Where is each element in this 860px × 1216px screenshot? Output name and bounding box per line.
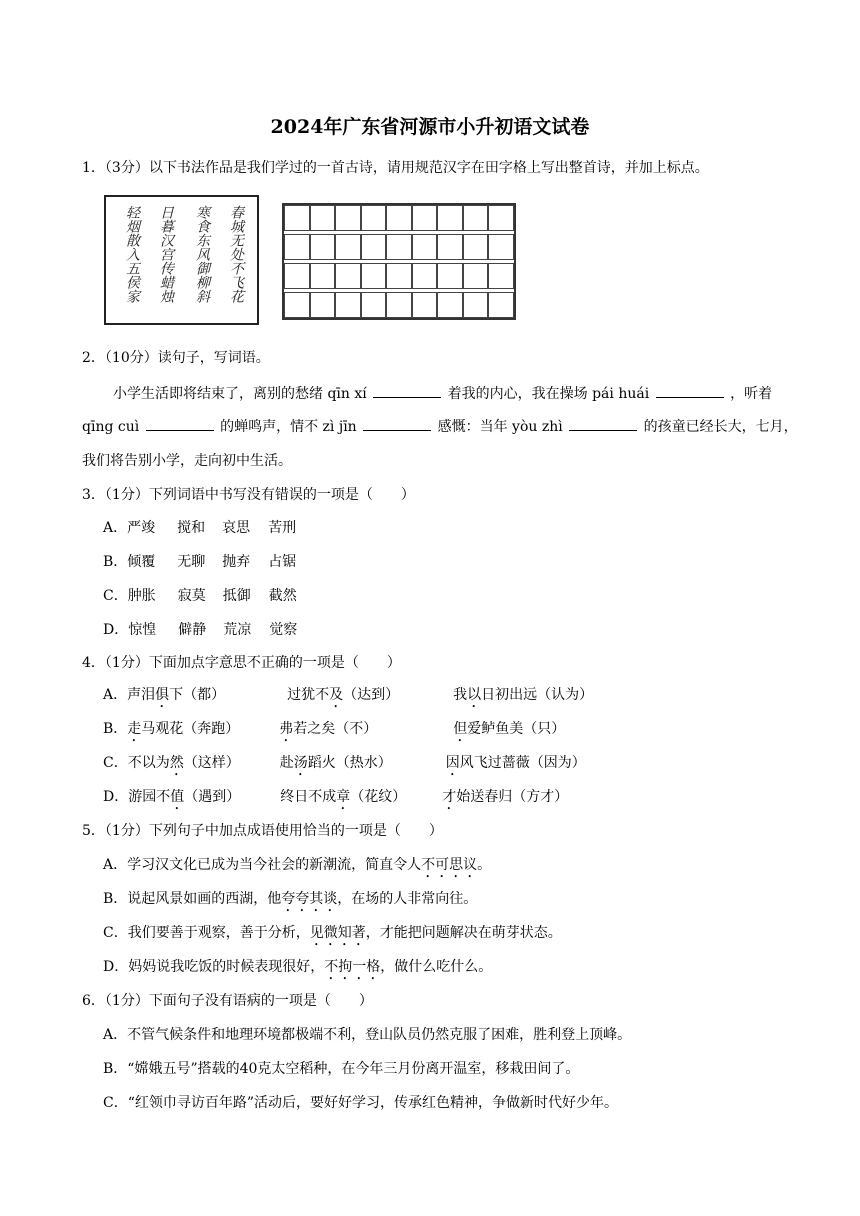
- grid-cell[interactable]: [335, 292, 361, 318]
- grid-cell[interactable]: [335, 234, 361, 260]
- grid-cell[interactable]: [412, 263, 438, 289]
- option-label: A．: [103, 520, 128, 536]
- option-text: 妈妈说我吃饭的时候表现很好，: [128, 959, 325, 975]
- grid-cell[interactable]: [335, 205, 361, 231]
- q4-option-a[interactable]: [103, 684, 593, 711]
- q2-text: 着我的内心，我在操场 pái huái: [447, 386, 650, 402]
- option-text: 我: [453, 687, 468, 703]
- option-word: 哀思: [222, 520, 251, 536]
- q3-option-b[interactable]: [103, 551, 296, 571]
- q3-option-a[interactable]: [103, 517, 296, 537]
- q2-text: 的蝉鸣声，情不 zì jīn: [220, 419, 357, 435]
- option-text: 不管气候条件和地理环境都极端不利，登山队员仍然克服了困难，胜利登上顶峰。: [127, 1027, 632, 1043]
- option-text: 不以为: [127, 755, 170, 771]
- grid-cell[interactable]: [284, 292, 310, 318]
- calligraphy-column: 寒食东风御柳斜: [194, 205, 210, 303]
- grid-cell[interactable]: [310, 234, 336, 260]
- grid-cell[interactable]: [463, 263, 489, 289]
- q6-option-a[interactable]: [103, 1024, 631, 1044]
- q6-option-b[interactable]: [103, 1058, 579, 1078]
- option-word: 倾覆: [127, 554, 156, 570]
- answer-blank[interactable]: [373, 385, 441, 398]
- grid-cell[interactable]: [310, 292, 336, 318]
- grid-cell[interactable]: [284, 234, 310, 260]
- option-text: ，做什么吃什么。: [380, 959, 493, 975]
- grid-cell[interactable]: [463, 205, 489, 231]
- grid-row: [284, 234, 514, 260]
- option-text: 赴: [279, 755, 294, 771]
- q4-option-c[interactable]: [103, 752, 586, 779]
- dotted-char: 然: [169, 755, 184, 771]
- question-4-stem: 4．（1分）下面加点字意思不正确的一项是（ ）: [82, 655, 401, 671]
- option-label: C．: [103, 1095, 128, 1111]
- calligraphy-column: 轻烟散入五侯家: [124, 205, 140, 303]
- dotted-char: 但: [453, 721, 468, 737]
- grid-cell[interactable]: [310, 205, 336, 231]
- q2-text: ，听着: [730, 386, 773, 402]
- dotted-idiom: 夸夸其谈: [281, 891, 338, 907]
- grid-cell[interactable]: [463, 234, 489, 260]
- dotted-idiom: 不拘一格: [324, 959, 381, 975]
- dotted-char: 及: [329, 687, 344, 703]
- q2-text: 小学生活即将结束了，离别的愁绪 qīn xí: [113, 386, 367, 402]
- q3-option-c[interactable]: [103, 585, 297, 605]
- grid-cell[interactable]: [361, 234, 387, 260]
- grid-cell[interactable]: [386, 263, 412, 289]
- grid-row: [284, 292, 514, 318]
- grid-cell[interactable]: [437, 205, 463, 231]
- question-2-line-2: [82, 416, 798, 436]
- option-word: 截然: [268, 588, 297, 604]
- option-text: 蹈火（热水）: [307, 755, 392, 771]
- dotted-idiom: 见微知著: [309, 925, 366, 941]
- grid-cell[interactable]: [412, 292, 438, 318]
- grid-cell[interactable]: [437, 263, 463, 289]
- grid-cell[interactable]: [361, 205, 387, 231]
- option-text: 风飞过蔷薇（因为）: [459, 755, 586, 771]
- answer-blank[interactable]: [569, 418, 637, 431]
- option-text: 声泪: [127, 687, 156, 703]
- option-word: 苦刑: [268, 520, 297, 536]
- option-text: 过犹不: [287, 687, 330, 703]
- grid-cell[interactable]: [488, 205, 514, 231]
- option-word: 荒凉: [223, 622, 252, 638]
- option-label: B．: [103, 721, 128, 737]
- q4-option-b[interactable]: [103, 718, 565, 745]
- option-text: 说起风景如画的西湖，他: [127, 891, 282, 907]
- calligraphy-column: 日暮汉宫传蜡烛: [158, 205, 174, 303]
- grid-cell[interactable]: [488, 234, 514, 260]
- dotted-char: 俱: [155, 687, 170, 703]
- option-word: 严竣: [127, 520, 156, 536]
- grid-cell[interactable]: [488, 263, 514, 289]
- grid-cell[interactable]: [437, 292, 463, 318]
- dotted-char: 走: [127, 721, 142, 737]
- dotted-char: 才: [442, 789, 457, 805]
- grid-cell[interactable]: [310, 263, 336, 289]
- answer-blank[interactable]: [363, 418, 431, 431]
- dotted-char: 值: [170, 789, 185, 805]
- option-label: C．: [103, 588, 128, 604]
- calligraphy-image: [104, 195, 259, 325]
- option-label: D．: [103, 622, 129, 638]
- grid-cell[interactable]: [386, 234, 412, 260]
- option-word: 觉察: [269, 622, 298, 638]
- option-text: （这样）: [183, 755, 240, 771]
- q5-option-c[interactable]: [103, 922, 562, 949]
- grid-cell[interactable]: [284, 205, 310, 231]
- option-word: 占锯: [268, 554, 297, 570]
- grid-cell[interactable]: [463, 292, 489, 318]
- option-label: A．: [103, 857, 128, 873]
- grid-cell[interactable]: [335, 263, 361, 289]
- option-label: A．: [103, 687, 128, 703]
- q2-text: 感慨：当年 yòu zhì: [437, 419, 563, 435]
- grid-cell[interactable]: [284, 263, 310, 289]
- option-text: 学习汉文化已成为当今社会的新潮流，简直令人: [127, 857, 422, 873]
- dotted-char: 章: [336, 789, 351, 805]
- grid-cell[interactable]: [412, 205, 438, 231]
- option-text: 我们要善于观察，善于分析，: [127, 925, 310, 941]
- option-text: 马观花（奔跑）: [141, 721, 240, 737]
- option-text: 始送春归（方才）: [456, 789, 569, 805]
- q5-option-a[interactable]: [103, 854, 491, 881]
- dotted-idiom: 不可思议: [421, 857, 478, 873]
- option-text: “嫦娥五号”搭载的40克太空稻种，在今年三月份离开温室，移栽田间了。: [127, 1061, 580, 1077]
- option-word: 肿胀: [127, 588, 156, 604]
- grid-cell[interactable]: [386, 205, 412, 231]
- grid-cell[interactable]: [361, 292, 387, 318]
- question-6-stem: 6．（1分）下面句子没有语病的一项是（ ）: [82, 993, 373, 1009]
- question-2-line-3: 我们将告别小学，走向初中生活。: [82, 453, 292, 469]
- writing-grid[interactable]: [282, 203, 516, 320]
- option-label: D．: [103, 789, 129, 805]
- option-label: A．: [103, 1027, 128, 1043]
- page-title: 2024年广东省河源市小升初语文试卷: [270, 116, 590, 138]
- option-text: （花纹）: [350, 789, 407, 805]
- option-label: C．: [103, 755, 128, 771]
- option-text: （达到）: [343, 687, 400, 703]
- option-word: 僻静: [178, 622, 207, 638]
- question-5-stem: 5．（1分）下列句子中加点成语使用恰当的一项是（ ）: [82, 823, 443, 839]
- option-word: 抵御: [222, 588, 251, 604]
- q6-option-c[interactable]: [103, 1092, 618, 1112]
- grid-row: [284, 263, 514, 289]
- option-word: 无聊: [177, 554, 206, 570]
- option-label: B．: [103, 554, 128, 570]
- option-text: 终日不成: [280, 789, 337, 805]
- option-text: （遇到）: [184, 789, 241, 805]
- grid-cell[interactable]: [437, 234, 463, 260]
- grid-cell[interactable]: [386, 292, 412, 318]
- question-3-stem: 3．（1分）下列词语中书写没有错误的一项是（ ）: [82, 487, 415, 503]
- grid-row: [284, 205, 514, 231]
- option-text: 。: [477, 857, 492, 873]
- option-label: B．: [103, 891, 128, 907]
- option-text: 爱鲈鱼美（只）: [467, 721, 566, 737]
- question-2-line-1: [113, 383, 772, 403]
- grid-cell[interactable]: [412, 234, 438, 260]
- answer-blank[interactable]: [656, 385, 724, 398]
- question-2-stem: 2．（10分）读句子，写词语。: [82, 350, 270, 366]
- option-text: ，在场的人非常向往。: [337, 891, 478, 907]
- option-word: 搅和: [177, 520, 206, 536]
- q2-text: 的孩童已经长大，七月，: [643, 419, 798, 435]
- option-text: ，才能把问题解决在萌芽状态。: [365, 925, 562, 941]
- q3-option-d[interactable]: [103, 619, 297, 639]
- option-text: 下（都）: [169, 687, 226, 703]
- option-text: 日初出远（认为）: [481, 687, 594, 703]
- option-label: C．: [103, 925, 128, 941]
- grid-cell[interactable]: [488, 292, 514, 318]
- dotted-char: 以: [467, 687, 482, 703]
- q2-text: qīng cuì: [82, 419, 140, 435]
- dotted-char: 汤: [293, 755, 308, 771]
- dotted-char: 因: [445, 755, 460, 771]
- q4-option-d[interactable]: [103, 786, 568, 813]
- answer-blank[interactable]: [146, 418, 214, 431]
- option-word: 寂莫: [177, 588, 206, 604]
- question-1-stem: 1．（3分）以下书法作品是我们学过的一首古诗，请用规范汉字在田字格上写出整首诗，并加上标点。: [82, 160, 709, 176]
- option-text: “红领巾寻访百年路”活动后，要好好学习，传承红色精神，争做新时代好少年。: [127, 1095, 619, 1111]
- option-text: 若之矣（不）: [293, 721, 378, 737]
- option-label: B．: [103, 1061, 128, 1077]
- dotted-char: 弗: [279, 721, 294, 737]
- q5-option-b[interactable]: [103, 888, 477, 915]
- grid-cell[interactable]: [361, 263, 387, 289]
- option-word: 惊惶: [128, 622, 157, 638]
- option-text: 游园不: [128, 789, 171, 805]
- q5-option-d[interactable]: [103, 956, 492, 983]
- calligraphy-column: 春城无处不飞花: [228, 205, 244, 303]
- option-label: D．: [103, 959, 129, 975]
- option-word: 抛弃: [222, 554, 251, 570]
